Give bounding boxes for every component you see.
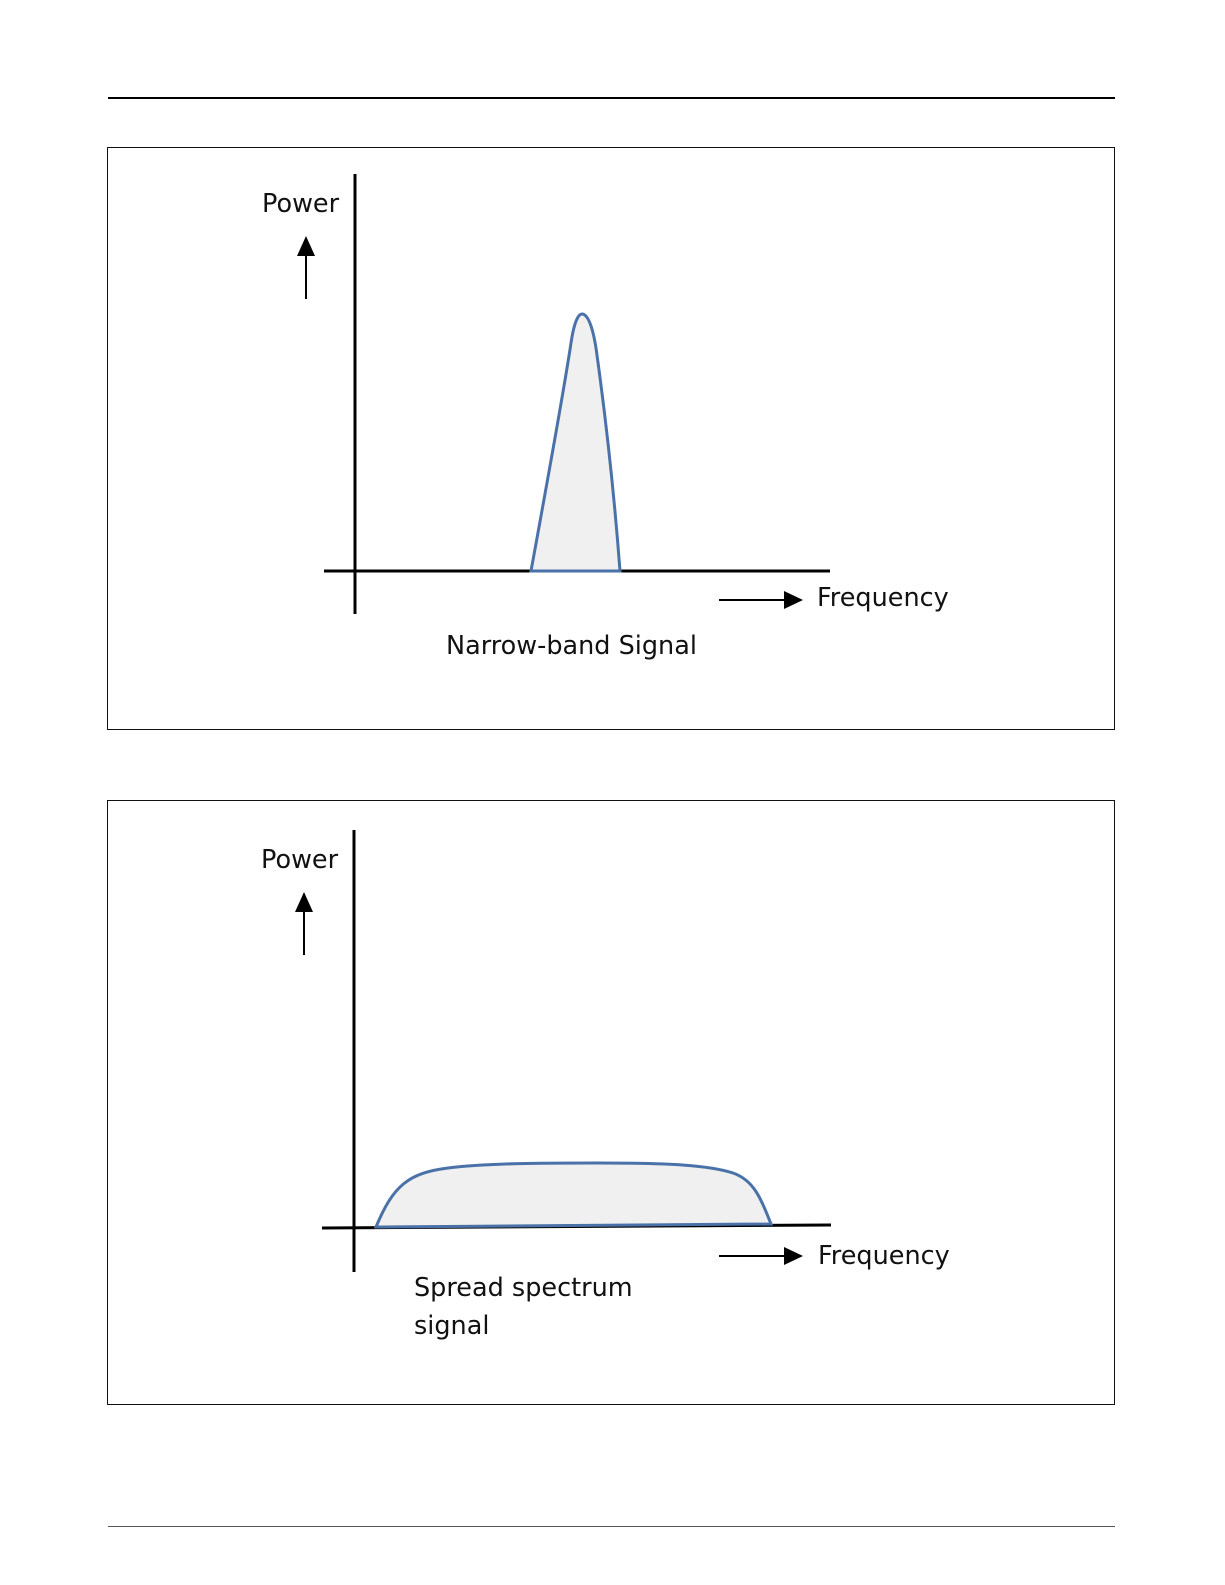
diagram-caption: Spread spectrum signal: [414, 1273, 633, 1341]
x-axis-label: Frequency: [818, 1241, 950, 1271]
spread-spectrum-panel: [107, 800, 1115, 1405]
diagram-caption: Narrow-band Signal: [446, 631, 697, 661]
power-arrow-head: [297, 236, 315, 256]
frequency-arrow-head: [784, 1247, 803, 1265]
spread-spectrum-signal-curve: [376, 1163, 771, 1227]
y-axis-label: Power: [262, 189, 340, 219]
frequency-arrow-head: [784, 591, 803, 609]
narrow-band-panel: [107, 147, 1115, 730]
power-arrow-head: [295, 892, 313, 912]
header-rule: [108, 97, 1115, 99]
x-axis-label: Frequency: [817, 583, 949, 613]
narrow-band-signal-curve: [531, 314, 620, 571]
y-axis-label: Power: [261, 845, 339, 875]
footer-rule: [108, 1526, 1115, 1527]
